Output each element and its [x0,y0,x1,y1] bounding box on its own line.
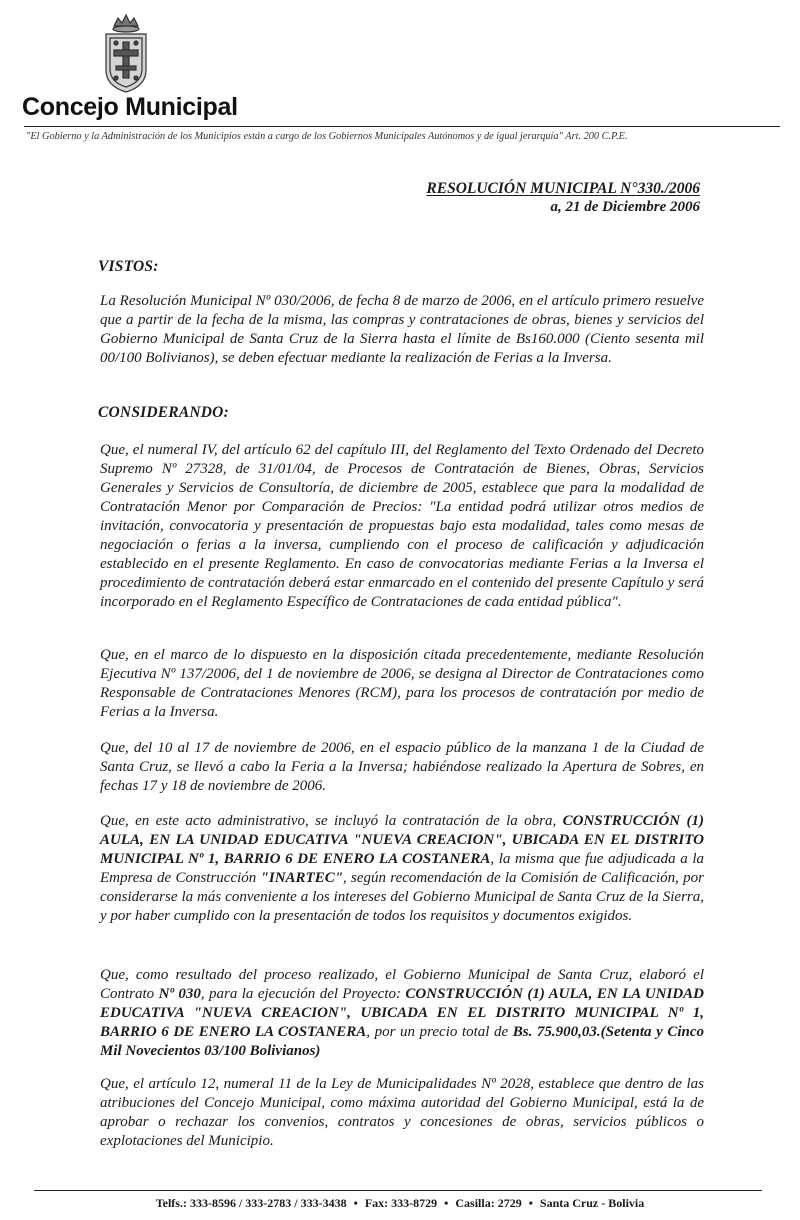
considerando-heading: CONSIDERANDO: [98,404,229,421]
p5-text-e: , por un precio total de [366,1024,513,1040]
footer-separator: • [353,1196,358,1210]
p4-project-name: CONSTRUCCIÓN (1) AULA, EN LA UNIDAD EDUCATIVA "NUEVA CREACION", UBICADA EN EL DISTRITO MUNICIPAL Nº 1, BARRIO 6 DE ENERO LA COSTANERA [100,813,704,867]
header-motto: "El Gobierno y la Administración de los Municipios están a cargo de los Gobiernos Municipales Autónomos y de igual jerarquía" Art. 200 C.P.E. [26,131,628,142]
considerando-paragraph-3: Que, del 10 al 17 de noviembre de 2006, en el espacio público de la manzana 1 de la Ciudad de Santa Cruz, se llevó a cabo la Feria a la Inversa; habiéndose realizado la Apertura de Sobres, en fechas 17 y 18 de noviembre de 2006. [100,740,704,794]
footer-po-box: Casilla: 2729 [455,1196,522,1210]
vistos-paragraph: La Resolución Municipal Nº 030/2006, de fecha 8 de marzo de 2006, en el artículo primero resuelve que a partir de la fecha de la misma, las compras y contrataciones de obras, bienes y servicios del Gobierno Municipal de Santa Cruz de la Sierra hasta el límite de Bs160.000 (Ciento sesenta mil 00/100 Bolivianos), se deben efectuar mediante la realización de Ferias a la Inversa. [100,293,704,366]
considerando-paragraph-4 [100,812,704,926]
footer-city: Santa Cruz - Bolivia [539,1196,645,1210]
considerando-paragraph-1: Que, el numeral IV, del artículo 62 del capítulo III, del Reglamento del Texto Ordenado del Decreto Supremo Nº 27328, de 31/01/04, de Procesos de Contratación de Bienes, Obras, Servicios Generales y Servicios de Consultoría, de diciembre de 2005, establece que para la modalidad de Contratación Menor por Comparación de Precios: "La entidad podrá utilizar otros medios de invitación, convocatoria y presentación de propuestas bajo esta modalidad, tales como mesas de negociación o ferias a la inversa, cumpliendo con el proceso de calificación y adjudicación establecido en el presente Reglamento. En caso de convocatorias mediante Ferias a la Inversa el procedimiento de contratación deberá estar enmarcado en el contenido del presente Capítulo y será incorporado en el Reglamento Específico de Contrataciones de cada entidad pública". [100,442,704,610]
resolution-date: a, 21 de Diciembre 2006 [550,199,700,215]
p5-text-c: , para la ejecución del Proyecto: [200,986,406,1002]
footer-separator: • [528,1196,533,1210]
p5-project-name: CONSTRUCCIÓN (1) AULA, EN LA UNIDAD EDUCATIVA "NUEVA CREACION", UBICADA EN EL DISTRITO MUNICIPAL Nº 1, BARRIO 6 DE ENERO LA COSTANERA [100,986,704,1040]
p5-text-a: Que, como resultado del proceso realizado, el Gobierno Municipal de Santa Cruz, elaboró el Contrato [100,967,704,1002]
brand-name: Concejo Municipal [22,93,238,121]
p4-text-e: , según recomendación de la Comisión de Calificación, por considerarse la más conveniente a los intereses del Gobierno Municipal de Santa Cruz de la Sierra, y por haber cumplido con la presentación de todos los requisitos y documentos exigidos. [100,870,704,924]
p4-text-c: , la misma que fue adjudicada a la Empresa de Construcción [100,851,705,886]
considerando-paragraph-2: Que, en el marco de lo dispuesto en la disposición citada precedentemente, mediante Resolución Ejecutiva Nº 137/2006, del 1 de noviembre de 2006, se designa al Director de Contrataciones como Responsable de Contrataciones Menores (RCM), para los procesos de contratación por medio de Ferias a la Inversa. [100,647,704,720]
footer-phones: Telfs.: 333-8596 / 333-2783 / 333-3438 [155,1196,347,1210]
footer-fax: Fax: 333-8729 [364,1196,438,1210]
coat-of-arms-icon [100,12,152,98]
footer-divider [34,1190,762,1191]
footer-contact [0,1196,800,1211]
vistos-heading: VISTOS: [98,258,159,275]
footer-separator: • [444,1196,449,1210]
resolution-title: RESOLUCIÓN MUNICIPAL N°330./2006 [426,180,700,197]
p5-contract-number: Nº 030 [158,986,201,1002]
considerando-paragraph-6: Que, el artículo 12, numeral 11 de la Ley de Municipalidades Nº 2028, establece que dentro de las atribuciones del Concejo Municipal, como máxima autoridad del Gobierno Municipal, está la de aprobar o rechazar los convenios, contratos y concesiones de obras, servicios públicos o explotaciones del Municipio. [100,1076,704,1149]
p4-text-a: Que, en este acto administrativo, se incluyó la contratación de la obra, [100,813,563,829]
considerando-paragraph-5 [100,966,704,1061]
p4-company-name: "INARTEC" [260,870,344,886]
p5-total-price: Bs. 75.900,03.(Setenta y Cinco Mil Novecientos 03/100 Bolivianos) [100,1024,704,1059]
header-divider [24,126,780,127]
